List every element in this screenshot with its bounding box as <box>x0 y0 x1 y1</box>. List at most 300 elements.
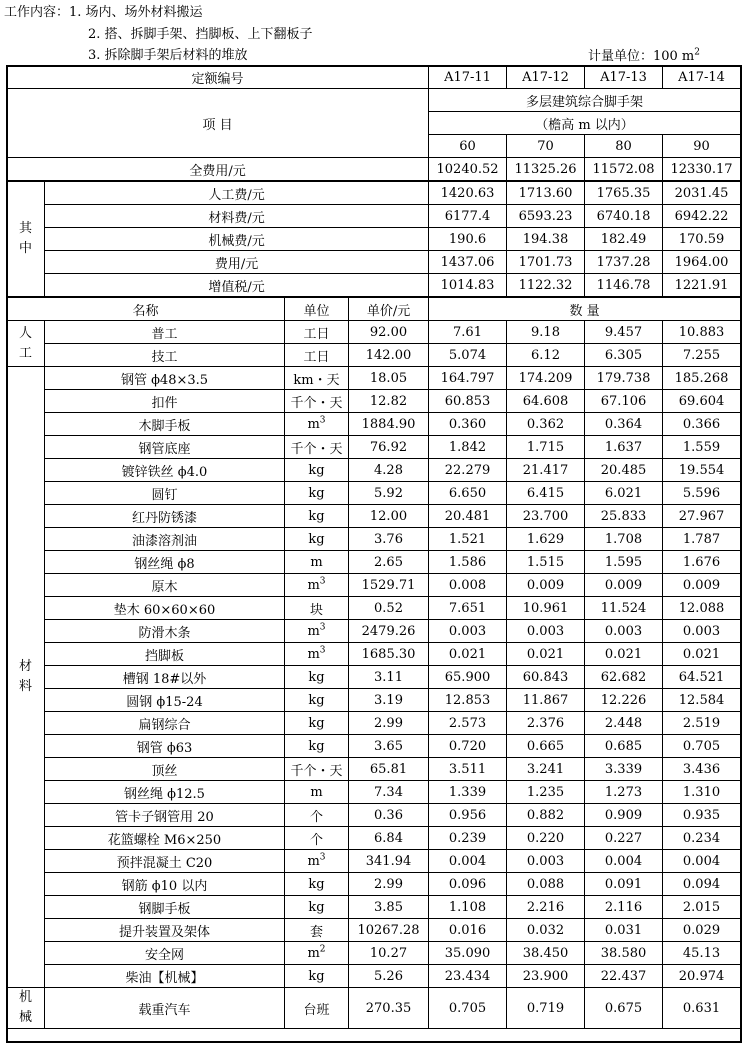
resource-name: 顶丝 <box>45 758 285 781</box>
value-cell: 23.434 <box>429 965 507 988</box>
value-cell: 10.961 <box>507 597 585 620</box>
resource-row <box>7 804 741 827</box>
resource-unit: m <box>285 781 349 804</box>
value-cell: 5.074 <box>429 344 507 367</box>
value-cell: 2.448 <box>585 712 663 735</box>
unit-label: 计量单位： <box>587 49 653 64</box>
resource-price: 3.65 <box>349 735 429 758</box>
resource-price: 5.92 <box>349 482 429 505</box>
value-cell: 0.956 <box>429 804 507 827</box>
value-cell: 0.366 <box>663 413 741 436</box>
value-cell: 1701.73 <box>507 251 585 274</box>
machine-group-label <box>7 988 45 1029</box>
value-cell: 0.003 <box>663 620 741 643</box>
value-cell: 0.631 <box>663 988 741 1029</box>
value-cell: 9.18 <box>507 321 585 344</box>
resource-price: 10267.28 <box>349 919 429 942</box>
cost-label: 材料费/元 <box>45 205 429 228</box>
value-cell: 2.519 <box>663 712 741 735</box>
value-cell: 1.339 <box>429 781 507 804</box>
value-cell: 0.665 <box>507 735 585 758</box>
value-cell: 9.457 <box>585 321 663 344</box>
resource-price: 18.05 <box>349 367 429 390</box>
value-cell: 23.700 <box>507 505 585 528</box>
value-cell: 1.715 <box>507 436 585 459</box>
value-cell: 1.842 <box>429 436 507 459</box>
value-cell: 185.268 <box>663 367 741 390</box>
resource-name: 预拌混凝土 C20 <box>45 850 285 873</box>
value-cell: 35.090 <box>429 942 507 965</box>
value-cell: 25.833 <box>585 505 663 528</box>
value-cell: 3.436 <box>663 758 741 781</box>
value-cell: 22.437 <box>585 965 663 988</box>
value-cell: 164.797 <box>429 367 507 390</box>
resource-unit: kg <box>285 666 349 689</box>
value-cell: 2031.45 <box>663 181 741 205</box>
unit-sup: 2 <box>694 47 700 58</box>
value-cell: 1.787 <box>663 528 741 551</box>
group-label-text: 其 中 <box>18 221 32 256</box>
resource-unit: kg <box>285 689 349 712</box>
resource-name: 钢管底座 <box>45 436 285 459</box>
resource-name: 钢脚手板 <box>45 896 285 919</box>
unit-superscript: 3 <box>319 576 326 587</box>
value-cell: 1221.91 <box>663 274 741 298</box>
value-cell: 0.008 <box>429 574 507 597</box>
resource-unit: kg <box>285 712 349 735</box>
value-cell: 0.009 <box>507 574 585 597</box>
material-group-label <box>7 367 45 988</box>
resource-name: 钢管 ϕ63 <box>45 735 285 758</box>
total-cell: 11572.08 <box>585 158 663 182</box>
value-cell: 60.853 <box>429 390 507 413</box>
value-cell: 194.38 <box>507 228 585 251</box>
resource-unit: kg <box>285 735 349 758</box>
work-content-label: 工作内容： <box>4 5 70 20</box>
resource-row <box>7 620 741 643</box>
value-cell: 6593.23 <box>507 205 585 228</box>
resource-row <box>7 597 741 620</box>
value-cell: 1.235 <box>507 781 585 804</box>
value-cell: 65.900 <box>429 666 507 689</box>
resource-unit: 台班 <box>285 988 349 1029</box>
resource-name: 槽钢 18#以外 <box>45 666 285 689</box>
resource-name: 垫木 60×60×60 <box>45 597 285 620</box>
value-cell: 1014.83 <box>429 274 507 298</box>
resource-unit: 工日 <box>285 344 349 367</box>
resource-row <box>7 367 741 390</box>
value-cell: 12.853 <box>429 689 507 712</box>
resource-row <box>7 321 741 344</box>
resource-name: 扣件 <box>45 390 285 413</box>
value-cell: 179.738 <box>585 367 663 390</box>
resource-row <box>7 919 741 942</box>
height-label: （檐高 m 以内） <box>429 112 741 135</box>
value-cell: 0.720 <box>429 735 507 758</box>
total-cell: 11325.26 <box>507 158 585 182</box>
resource-name: 管卡子钢管用 20 <box>45 804 285 827</box>
resource-price: 0.36 <box>349 804 429 827</box>
value-cell: 0.004 <box>585 850 663 873</box>
labor-group-label <box>7 321 45 367</box>
value-cell: 182.49 <box>585 228 663 251</box>
value-cell: 6.650 <box>429 482 507 505</box>
code-cell: A17-14 <box>663 66 741 89</box>
resource-unit: $m^3$ <box>285 643 349 666</box>
quota-table <box>6 65 741 1029</box>
resource-row <box>7 781 741 804</box>
total-row <box>7 158 741 182</box>
value-cell: 2.216 <box>507 896 585 919</box>
value-cell: 12.584 <box>663 689 741 712</box>
value-cell: 1.515 <box>507 551 585 574</box>
work-content-line2 <box>88 26 313 43</box>
value-cell: 0.021 <box>585 643 663 666</box>
unit-superscript: 3 <box>319 852 326 863</box>
resource-unit: 千个・天 <box>285 390 349 413</box>
resource-name: 防滑木条 <box>45 620 285 643</box>
resource-name: 钢筋 ϕ10 以内 <box>45 873 285 896</box>
resource-price: 2.65 <box>349 551 429 574</box>
code-cell: A17-13 <box>585 66 663 89</box>
value-cell: 0.227 <box>585 827 663 850</box>
value-cell: 10.883 <box>663 321 741 344</box>
resource-price: 10.27 <box>349 942 429 965</box>
value-cell: 1.310 <box>663 781 741 804</box>
resource-price: 341.94 <box>349 850 429 873</box>
value-cell: 2.573 <box>429 712 507 735</box>
value-cell: 6942.22 <box>663 205 741 228</box>
height-cell: 60 <box>429 135 507 158</box>
value-cell: 0.096 <box>429 873 507 896</box>
value-cell: 1.676 <box>663 551 741 574</box>
resource-unit: kg <box>285 896 349 919</box>
value-cell: 0.360 <box>429 413 507 436</box>
value-cell: 0.003 <box>585 620 663 643</box>
group-label-text: 材 料 <box>18 659 32 694</box>
resource-unit: kg <box>285 528 349 551</box>
resource-name: 技工 <box>45 344 285 367</box>
value-cell: 0.705 <box>663 735 741 758</box>
resource-row <box>7 965 741 988</box>
value-cell: 22.279 <box>429 459 507 482</box>
resource-price: 65.81 <box>349 758 429 781</box>
value-cell: 0.032 <box>507 919 585 942</box>
resource-row <box>7 344 741 367</box>
value-cell: 190.6 <box>429 228 507 251</box>
value-cell: 11.524 <box>585 597 663 620</box>
resource-row <box>7 712 741 735</box>
resource-unit: 个 <box>285 804 349 827</box>
resource-name: 扁钢综合 <box>45 712 285 735</box>
resource-price: 2.99 <box>349 712 429 735</box>
work-content-line1 <box>4 4 203 21</box>
value-cell: 12.226 <box>585 689 663 712</box>
value-cell: 1437.06 <box>429 251 507 274</box>
type-row <box>7 89 741 112</box>
value-cell: 1420.63 <box>429 181 507 205</box>
value-cell: 0.004 <box>663 850 741 873</box>
resource-unit: 工日 <box>285 321 349 344</box>
resource-row <box>7 436 741 459</box>
cost-label: 费用/元 <box>45 251 429 274</box>
value-cell: 1.637 <box>585 436 663 459</box>
total-cell: 10240.52 <box>429 158 507 182</box>
resource-unit: $m^3$ <box>285 413 349 436</box>
resource-unit: 个 <box>285 827 349 850</box>
resource-row <box>7 988 741 1029</box>
resource-price: 6.84 <box>349 827 429 850</box>
resource-row <box>7 390 741 413</box>
value-cell: 2.376 <box>507 712 585 735</box>
type-label: 多层建筑综合脚手架 <box>429 89 741 112</box>
resource-price: 1529.71 <box>349 574 429 597</box>
resource-name: 普工 <box>45 321 285 344</box>
resource-row <box>7 666 741 689</box>
value-cell: 1.595 <box>585 551 663 574</box>
resource-row <box>7 827 741 850</box>
value-cell: 1122.32 <box>507 274 585 298</box>
value-cell: 5.596 <box>663 482 741 505</box>
value-cell: 64.608 <box>507 390 585 413</box>
total-label: 全费用/元 <box>7 158 429 182</box>
resource-unit: $m^3$ <box>285 574 349 597</box>
value-cell: 7.255 <box>663 344 741 367</box>
value-cell: 0.091 <box>585 873 663 896</box>
resource-unit: m <box>285 551 349 574</box>
value-cell: 64.521 <box>663 666 741 689</box>
cost-breakdown-row <box>7 251 741 274</box>
resource-name: 木脚手板 <box>45 413 285 436</box>
resource-row <box>7 413 741 436</box>
value-cell: 1.559 <box>663 436 741 459</box>
value-cell: 6740.18 <box>585 205 663 228</box>
value-cell: 0.935 <box>663 804 741 827</box>
resource-price: 5.26 <box>349 965 429 988</box>
resource-price: 92.00 <box>349 321 429 344</box>
value-cell: 0.031 <box>585 919 663 942</box>
work-content-line3 <box>88 47 248 64</box>
resource-name: 载重汽车 <box>45 988 285 1029</box>
value-cell: 0.021 <box>663 643 741 666</box>
value-cell: 1964.00 <box>663 251 741 274</box>
resource-unit: kg <box>285 873 349 896</box>
resource-name: 圆钉 <box>45 482 285 505</box>
value-cell: 1.273 <box>585 781 663 804</box>
resource-unit: kg <box>285 965 349 988</box>
measurement-unit <box>588 45 700 64</box>
resource-price: 2479.26 <box>349 620 429 643</box>
resource-name: 圆钢 ϕ15-24 <box>45 689 285 712</box>
resource-price: 3.76 <box>349 528 429 551</box>
value-cell: 0.909 <box>585 804 663 827</box>
resource-price: 3.11 <box>349 666 429 689</box>
value-cell: 0.234 <box>663 827 741 850</box>
col-unit-header: 单位 <box>285 297 349 321</box>
unit-superscript: 3 <box>319 645 326 656</box>
resource-row <box>7 689 741 712</box>
resource-name: 挡脚板 <box>45 643 285 666</box>
value-cell: 1.629 <box>507 528 585 551</box>
resource-name: 镀锌铁丝 ϕ4.0 <box>45 459 285 482</box>
value-cell: 67.106 <box>585 390 663 413</box>
value-cell: 21.417 <box>507 459 585 482</box>
resource-name: 钢丝绳 ϕ12.5 <box>45 781 285 804</box>
height-cell: 70 <box>507 135 585 158</box>
resource-unit: 千个・天 <box>285 758 349 781</box>
value-cell: 0.685 <box>585 735 663 758</box>
resource-row <box>7 505 741 528</box>
resource-row <box>7 643 741 666</box>
resource-unit: kg <box>285 505 349 528</box>
resource-name: 油漆溶剂油 <box>45 528 285 551</box>
value-cell: 12.088 <box>663 597 741 620</box>
resource-row <box>7 482 741 505</box>
value-cell: 3.511 <box>429 758 507 781</box>
value-cell: 0.009 <box>663 574 741 597</box>
total-cell: 12330.17 <box>663 158 741 182</box>
value-cell: 1737.28 <box>585 251 663 274</box>
value-cell: 6.12 <box>507 344 585 367</box>
value-cell: 0.003 <box>507 850 585 873</box>
value-cell: 20.481 <box>429 505 507 528</box>
value-cell: 6.021 <box>585 482 663 505</box>
resource-row <box>7 574 741 597</box>
height-cell: 80 <box>585 135 663 158</box>
value-cell: 0.705 <box>429 988 507 1029</box>
work-item-3: 3. 拆除脚手架后材料的堆放 <box>88 48 248 63</box>
value-cell: 6.305 <box>585 344 663 367</box>
cost-breakdown-row <box>7 205 741 228</box>
code-row <box>7 66 741 89</box>
resource-unit: 千个・天 <box>285 436 349 459</box>
resource-unit: 套 <box>285 919 349 942</box>
col-name-header: 名称 <box>7 297 285 321</box>
value-cell: 38.580 <box>585 942 663 965</box>
value-cell: 0.021 <box>429 643 507 666</box>
group-label-text: 机 械 <box>18 990 32 1025</box>
value-cell: 0.220 <box>507 827 585 850</box>
cost-label: 人工费/元 <box>45 181 429 205</box>
value-cell: 0.003 <box>429 620 507 643</box>
value-cell: 19.554 <box>663 459 741 482</box>
resource-unit: kg <box>285 459 349 482</box>
value-cell: 0.882 <box>507 804 585 827</box>
value-cell: 0.003 <box>507 620 585 643</box>
resource-price: 2.99 <box>349 873 429 896</box>
resource-row <box>7 551 741 574</box>
resource-row <box>7 735 741 758</box>
value-cell: 69.604 <box>663 390 741 413</box>
resource-unit: $m^2$ <box>285 942 349 965</box>
value-cell: 23.900 <box>507 965 585 988</box>
resource-price: 1884.90 <box>349 413 429 436</box>
value-cell: 1146.78 <box>585 274 663 298</box>
value-cell: 3.241 <box>507 758 585 781</box>
value-cell: 27.967 <box>663 505 741 528</box>
value-cell: 0.016 <box>429 919 507 942</box>
value-cell: 0.021 <box>507 643 585 666</box>
value-cell: 1.108 <box>429 896 507 919</box>
resource-unit: kg <box>285 482 349 505</box>
resource-row <box>7 850 741 873</box>
value-cell: 174.209 <box>507 367 585 390</box>
value-cell: 0.029 <box>663 919 741 942</box>
unit-superscript: 3 <box>319 622 326 633</box>
value-cell: 6.415 <box>507 482 585 505</box>
unit-value: 100 m <box>652 49 695 64</box>
resource-row <box>7 896 741 919</box>
value-cell: 0.362 <box>507 413 585 436</box>
value-cell: 20.485 <box>585 459 663 482</box>
resource-price: 3.85 <box>349 896 429 919</box>
code-cell: A17-12 <box>507 66 585 89</box>
value-cell: 20.974 <box>663 965 741 988</box>
value-cell: 1.521 <box>429 528 507 551</box>
resource-name: 钢丝绳 ϕ8 <box>45 551 285 574</box>
resource-unit: km・天 <box>285 367 349 390</box>
cost-label: 机械费/元 <box>45 228 429 251</box>
value-cell: 170.59 <box>663 228 741 251</box>
resource-name: 钢管 ϕ48×3.5 <box>45 367 285 390</box>
value-cell: 0.675 <box>585 988 663 1029</box>
value-cell: 0.239 <box>429 827 507 850</box>
resource-name: 柴油【机械】 <box>45 965 285 988</box>
value-cell: 7.61 <box>429 321 507 344</box>
code-label: 定额编号 <box>7 66 429 89</box>
value-cell: 0.009 <box>585 574 663 597</box>
resource-row <box>7 758 741 781</box>
value-cell: 1.708 <box>585 528 663 551</box>
among-group-label <box>7 181 45 297</box>
column-header-row <box>7 297 741 321</box>
resource-name: 安全网 <box>45 942 285 965</box>
resource-price: 4.28 <box>349 459 429 482</box>
value-cell: 0.004 <box>429 850 507 873</box>
resource-price: 1685.30 <box>349 643 429 666</box>
cost-label: 增值税/元 <box>45 274 429 298</box>
resource-row <box>7 873 741 896</box>
resource-row <box>7 459 741 482</box>
work-item-2: 2. 搭、拆脚手架、挡脚板、上下翻板子 <box>88 27 313 42</box>
unit-superscript: 3 <box>319 415 326 426</box>
cost-breakdown-row <box>7 274 741 298</box>
col-qty-header: 数 量 <box>429 297 741 321</box>
resource-price: 12.82 <box>349 390 429 413</box>
resource-price: 142.00 <box>349 344 429 367</box>
resource-unit: 块 <box>285 597 349 620</box>
resource-name: 提升装置及架体 <box>45 919 285 942</box>
item-label: 项 目 <box>7 89 429 158</box>
value-cell: 45.13 <box>663 942 741 965</box>
resource-name: 原木 <box>45 574 285 597</box>
value-cell: 11.867 <box>507 689 585 712</box>
value-cell: 6177.4 <box>429 205 507 228</box>
resource-price: 270.35 <box>349 988 429 1029</box>
col-price-header: 单价/元 <box>349 297 429 321</box>
resource-price: 0.52 <box>349 597 429 620</box>
resource-name: 红丹防锈漆 <box>45 505 285 528</box>
value-cell: 7.651 <box>429 597 507 620</box>
value-cell: 38.450 <box>507 942 585 965</box>
value-cell: 3.339 <box>585 758 663 781</box>
value-cell: 1765.35 <box>585 181 663 205</box>
value-cell: 0.364 <box>585 413 663 436</box>
value-cell: 0.719 <box>507 988 585 1029</box>
resource-price: 3.19 <box>349 689 429 712</box>
resource-price: 12.00 <box>349 505 429 528</box>
resource-row <box>7 528 741 551</box>
